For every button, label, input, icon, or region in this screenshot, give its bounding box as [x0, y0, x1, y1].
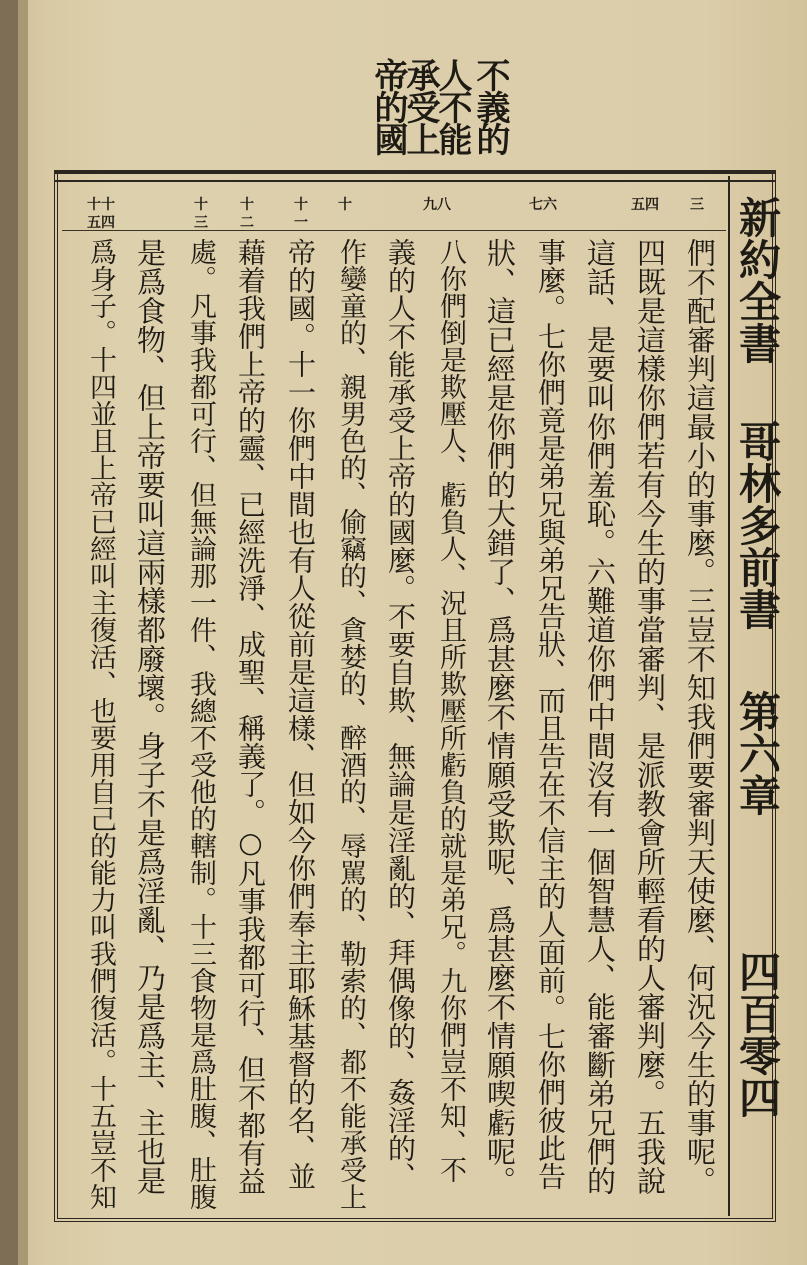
verse-marker: 五四	[631, 197, 659, 213]
side-column-rule	[728, 176, 730, 1216]
verse-marker: 十 三	[194, 197, 208, 231]
verse-marker: 十 二	[240, 197, 254, 231]
text-column: 事麼。七你們竟是弟兄與弟兄告狀、而且告在不信主的人面前。七你們彼此告	[534, 238, 567, 1190]
text-column: 處。凡事我都可行、但無論那一件、我總不受他的轄制。十三食物是爲肚腹、肚腹	[185, 238, 216, 1210]
page-number: 四百零四	[733, 950, 782, 1118]
verse-marker: 三	[690, 197, 704, 213]
text-column: 爲身子。十四並且上帝已經叫主復活、也要用自己的能力叫我們復活。十五豈不知	[85, 238, 116, 1210]
text-column: 們不配審判這最小的事麼。三豈不知我們要審判天使麼、何況今生的事呢。	[683, 238, 717, 1195]
verse-marker: 十	[338, 197, 352, 213]
text-column: 作孌童的、親男色的、偷竊的、貪婪的、醉酒的、辱駡的、勒索的、都不能承受上	[335, 238, 366, 1210]
chapter-label: 第六章	[733, 690, 782, 816]
text-column: 四既是這樣你們若有今生的事當審判、是派教會所輕看的人審判麼。五我說	[633, 238, 667, 1195]
heading-line-2: 人不能	[432, 58, 472, 154]
text-column: 狀、這已經是你們的大錯了、爲甚麼不情願受欺呢、爲甚麼不情願喫虧呢。	[483, 238, 517, 1195]
text-column: 是爲食物、但上帝要叫這兩樣都廢壞。身子不是爲淫亂、乃是爲主、主也是	[133, 238, 167, 1195]
text-column: 這話、是要叫你們羞恥。六難道你們中間沒有一個智慧人、能審斷弟兄們的	[583, 238, 617, 1195]
verse-marker: 九八	[423, 197, 451, 213]
page-gutter	[0, 0, 18, 1265]
text-column: 藉着我們上帝的靈、已經洗淨、成聖、稱義了。○凡事我都可行、但不都有益	[234, 238, 267, 1195]
verse-marker: 七六	[529, 197, 557, 213]
heading-line-4: 帝的國	[368, 58, 408, 154]
verse-marker: 十十 五四	[87, 197, 115, 231]
book-title: 新約全書	[733, 196, 782, 364]
text-column: 八你們倒是欺壓人、虧負人、況且所欺壓所虧負的就是弟兄。九你們豈不知、不	[435, 238, 466, 1183]
text-column: 義的人不能承受上帝的國麼。不要自欺、無論是淫亂的、拜偶像的、姦淫的、	[384, 238, 417, 1190]
frame-top-border	[54, 170, 776, 182]
verse-marker-rule	[62, 230, 726, 231]
chapter-title: 哥林多前書	[733, 420, 782, 630]
text-column: 帝的國。十一你們中間也有人從前是這樣、但如今你們奉主耶穌基督的名、並	[284, 238, 317, 1190]
heading-line-1: 不義的	[470, 58, 510, 154]
heading-line-3: 承受上	[400, 58, 440, 154]
verse-marker: 十 一	[294, 197, 308, 231]
page-gutter-shadow	[18, 0, 28, 1265]
